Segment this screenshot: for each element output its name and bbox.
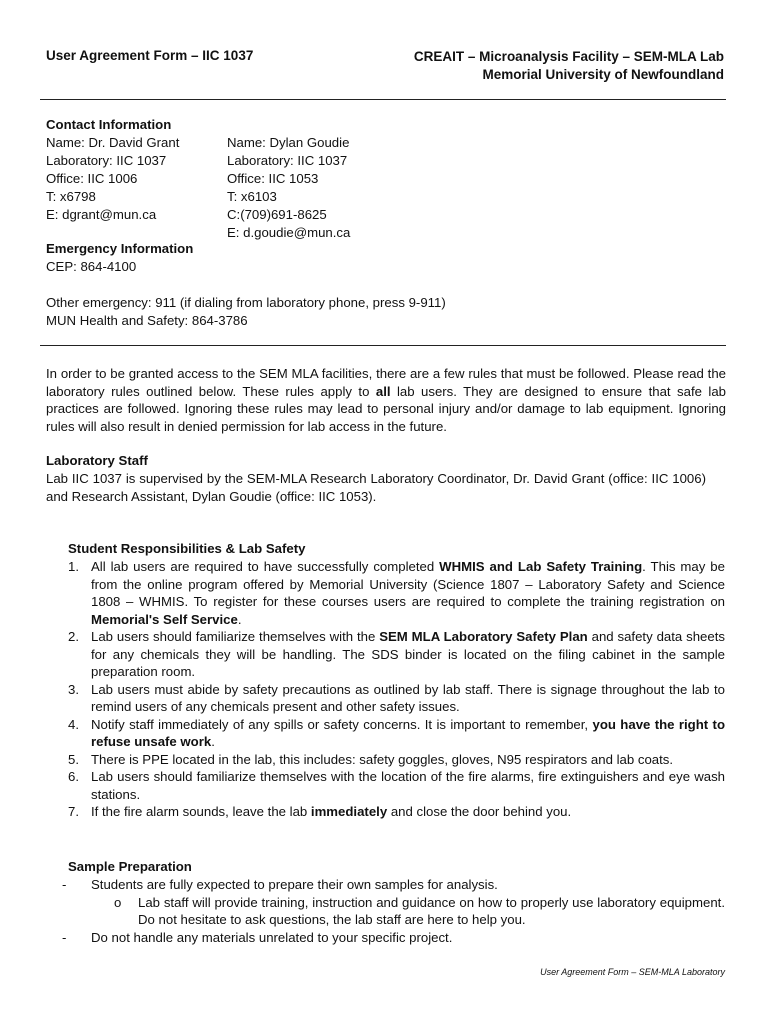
grant-phone: T: x6798 [46,189,96,204]
rule-text: . [211,734,215,749]
goudie-name: Name: Dylan Goudie [227,135,350,150]
rule-text: Notify staff immediately of any spills or safety concerns. It is important to remember, [91,716,593,732]
page-footer: User Agreement Form – SEM-MLA Laboratory [540,967,725,977]
sample-prep-text: Do not handle any materials unrelated to your specific project. [91,929,453,945]
rule-3 [68,681,725,716]
rule-number: 4. [68,716,79,732]
emergency-other-block [46,294,446,330]
dash-bullet: - [62,929,67,945]
responsibilities-heading: Student Responsibilities & Lab Safety [68,541,306,556]
sample-prep-subitem-1 [68,894,725,929]
goudie-email: E: d.goudie@mun.ca [227,225,351,240]
grant-office: Office: IIC 1006 [46,171,138,186]
header-facility-line2: Memorial University of Newfoundland [482,67,724,82]
intro-text-bold: all [375,383,391,399]
sample-prep-item-1 [62,876,725,894]
rule-text-bold: WHMIS and Lab Safety Training [439,559,643,574]
goudie-phone: T: x6103 [227,189,277,204]
rule-text: and close the door behind you. [387,804,572,819]
rule-number: 6. [68,769,79,784]
sample-prep-item-2 [62,929,725,947]
rule-text-bold: SEM MLA Laboratory Safety Plan [379,629,588,644]
rule-2 [68,628,725,681]
goudie-office: Office: IIC 1053 [227,171,319,186]
responsibilities-section [68,540,725,821]
contact-col-goudie [227,134,350,242]
intro-text-2: lab users. They are designed to ensure that safe lab practices are followed. Ignoring these rules may lead to personal injury and/or damage to lab equipment. Ignoring rules will also result in denied permission for lab access in the future. [46,383,726,434]
grant-email: E: dgrant@mun.ca [46,207,157,222]
contact-heading: Contact Information [46,117,172,132]
dash-bullet: - [62,877,67,892]
contact-section [46,116,726,240]
rule-text-bold: Memorial's Self Service [91,611,238,627]
header-facility-line1: CREAIT – Microanalysis Facility – SEM-MLA Lab [413,49,724,64]
emergency-cep: CEP: 864-4100 [46,259,137,274]
staff-heading: Laboratory Staff [46,453,148,468]
grant-name: Name: Dr. David Grant [46,135,180,150]
rule-text-bold: immediately [310,804,388,819]
rule-4 [68,716,725,751]
rule-number: 2. [68,629,79,644]
rule-number: 7. [68,804,79,819]
rule-text: All lab users are required to have successfully completed [91,559,440,574]
rule-number: 3. [68,681,79,697]
sample-prep-text: Lab staff will provide training, instruction and guidance on how to properly use laboratory equipment. Do not hesitate to ask questions, the lab staff are here to help you. [138,894,725,927]
goudie-lab: Laboratory: IIC 1037 [227,153,348,168]
circle-bullet: o [114,894,122,910]
rule-number: 1. [68,559,79,574]
goudie-cell: C:(709)691-8625 [227,207,327,222]
sample-prep-text: Students are fully expected to prepare their own samples for analysis. [91,877,498,892]
emergency-health: MUN Health and Safety: 864-3786 [46,313,248,328]
rule-1 [68,558,725,628]
intro-text-1: In order to be granted access to the SEM MLA facilities, there are a few rules that must be followed. Please read the laboratory rules outlined below. These rules apply to [46,366,726,399]
rule-text: There is PPE located in the lab, this includes: safety goggles, gloves, N95 respirators and lab coats. [91,751,674,767]
rule-text: Lab users should familiarize themselves with the location of the fire alarms, fire extinguishers and eye wash stations. [91,769,725,802]
rule-text: . This may be from the online program offered by Memorial University (Science 1807 – Laboratory Safety and Science 1808 – WHMIS. To register for these courses users are required to complete the training registration on [91,559,725,609]
rule-text: Lab users should familiarize themselves with the [91,629,380,644]
contact-divider [40,345,726,346]
contact-col-grant [46,134,179,224]
rule-text-bold: you have the right to refuse unsafe work [91,716,726,749]
rule-text: and safety data sheets for any chemicals they will be handling. The SDS binder is located on the filing cabinet in the sample preparation room. [91,629,725,679]
emergency-section [46,240,193,276]
rule-text: Lab users must abide by safety precautions as outlined by lab staff. There is signage throughout the lab to remind users of any chemicals present and other safety issues. [91,681,725,714]
rule-5 [68,751,725,769]
sample-prep-heading: Sample Preparation [68,859,192,874]
intro-paragraph [46,365,726,435]
sample-prep-section [62,858,725,946]
emergency-other: Other emergency: 911 (if dialing from laboratory phone, press 9-911) [46,295,446,310]
rule-number: 5. [68,751,79,767]
header-divider [40,99,726,100]
rule-7 [68,803,725,821]
rule-text: . [237,611,242,627]
staff-section [46,452,726,505]
staff-text: Lab IIC 1037 is supervised by the SEM-MLA Research Laboratory Coordinator, Dr. David Grant (office: IIC 1006) and Research Assistant, Dylan Goudie (office: IIC 1053). [46,471,706,504]
rule-6 [68,768,725,803]
emergency-heading: Emergency Information [46,241,194,256]
rule-text: If the fire alarm sounds, leave the lab [91,804,311,819]
grant-lab: Laboratory: IIC 1037 [46,153,167,168]
header-facility [414,48,724,84]
header-form-title: User Agreement Form – IIC 1037 [46,48,254,63]
